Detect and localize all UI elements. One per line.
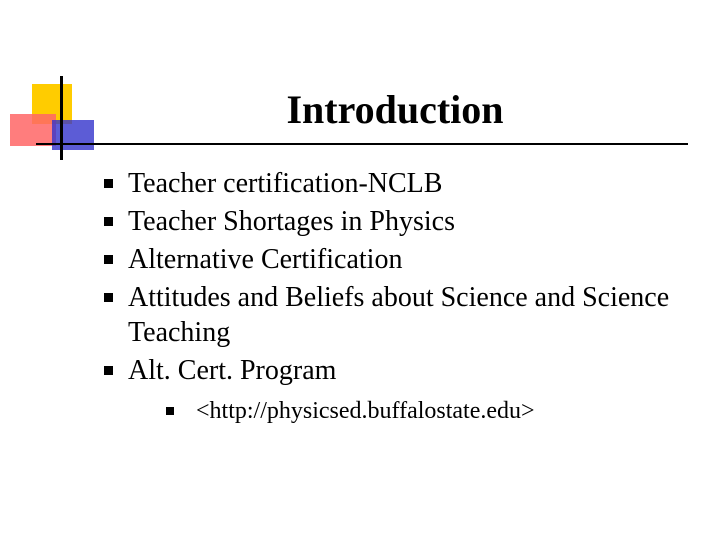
title-underline — [36, 143, 688, 145]
bullet-item-program — [104, 353, 694, 426]
bullet-item-certification — [104, 166, 694, 201]
square-bullet-icon — [104, 366, 113, 375]
logo-red-square — [10, 114, 56, 146]
bullet-text: Teacher certification-NCLB — [128, 168, 443, 199]
url-text[interactable]: <http://physicsed.buffalostate.edu> — [196, 398, 535, 424]
sub-bullet-url — [166, 396, 694, 426]
square-bullet-icon — [166, 407, 174, 415]
square-bullet-icon — [104, 179, 113, 188]
bullet-text: Alt. Cert. Program — [128, 355, 337, 386]
square-bullet-icon — [104, 217, 113, 226]
logo-blue-square — [52, 120, 94, 150]
bullet-text: Teacher Shortages in Physics — [128, 206, 455, 237]
bullet-text: Attitudes and Beliefs about Science and Science Teaching — [128, 282, 670, 348]
square-bullet-icon — [104, 255, 113, 264]
bullet-list — [104, 166, 694, 429]
bullet-item-attitudes — [104, 280, 694, 350]
square-bullet-icon — [104, 293, 113, 302]
bullet-item-shortages — [104, 204, 694, 239]
bullet-text: Alternative Certification — [128, 244, 403, 275]
slide-title: Introduction — [286, 87, 504, 132]
bullet-item-alternative-certification — [104, 242, 694, 277]
logo-vertical-line — [60, 76, 63, 160]
